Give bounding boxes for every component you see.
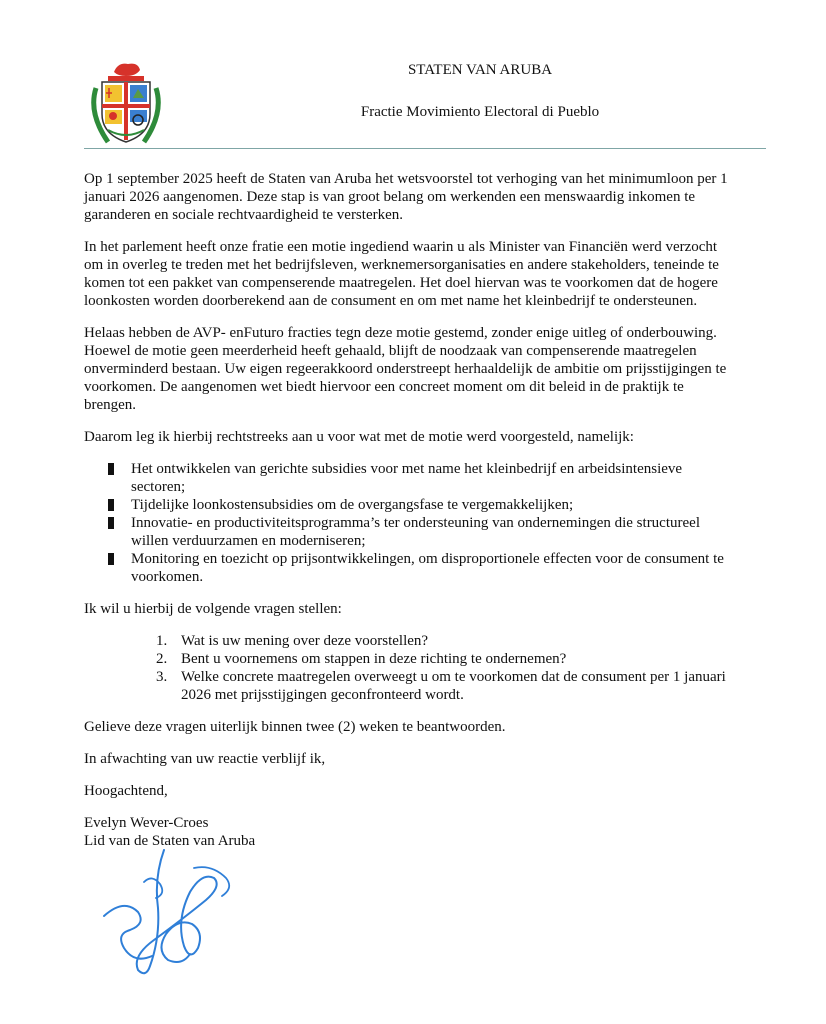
- signature-block: [84, 782, 732, 850]
- question-list: [84, 632, 732, 704]
- signer-role: Lid van de Staten van Aruba: [84, 833, 256, 849]
- question-item: [84, 632, 732, 650]
- list-item-text: Innovatie- en productiviteitsprogramma’s ter ondersteuning van ondernemingen die structureel willen verduurzamen en moderniseren;: [131, 515, 700, 549]
- question-text: Wat is uw mening over deze voorstellen?: [181, 633, 429, 649]
- header-divider: [84, 148, 766, 149]
- paragraph: Helaas hebben de AVP- enFuturo fracties tegn deze motie gestemd, zonder enige uitleg of onderbouwing. Hoewel de motie geen meerderheid heeft gehaald, blijft de noodzaak van compenserende maatregelen onverminderd bestaan. Uw eigen regeerakkoord onderstreept herhaaldelijk de ambitie om prijsstijgingen te voorkomen. De aangenomen wet biedt hiervoor een concreet moment om dit beleid in de praktijk te brengen.: [84, 325, 727, 413]
- signer-name: Evelyn Wever-Croes: [84, 815, 209, 831]
- question-item: [84, 650, 732, 668]
- question-number: 2.: [156, 651, 168, 667]
- list-item: [84, 514, 732, 550]
- bullet-icon: [108, 463, 114, 475]
- greeting: Hoogachtend,: [84, 783, 168, 799]
- questions-intro: Ik wil u hierbij de volgende vragen stellen:: [84, 601, 342, 617]
- paragraph: In het parlement heeft onze fratie een motie ingediend waarin u als Minister van Financiën werd verzocht om in overleg te treden met het bedrijfsleven, werknemersorganisaties en andere stakeholders, teneinde te komen tot een pakket van compenserende maatregelen. Het doel hiervan was te voorkomen dat de hogere loonkosten worden doorberekend aan de consument en om met name het kleinbedrijf te ondersteunen.: [84, 239, 719, 309]
- question-number: 3.: [156, 669, 168, 685]
- paragraph: Daarom leg ik hierbij rechtstreeks aan u voor wat met de motie werd voorgesteld, namelijk:: [84, 429, 634, 445]
- question-text: Bent u voornemens om stappen in deze richting te ondernemen?: [181, 651, 567, 667]
- list-item: [84, 496, 732, 514]
- bullet-icon: [108, 517, 114, 529]
- bullet-icon: [108, 553, 114, 565]
- closing-request: Gelieve deze vragen uiterlijk binnen twee (2) weken te beantwoorden.: [84, 719, 506, 735]
- question-text: Welke concrete maatregelen overweegt u om te voorkomen dat de consument per 1 januari 2026 met prijsstijgingen geconfronteerd wordt.: [181, 669, 726, 703]
- list-item-text: Tijdelijke loonkostensubsidies om de overgangsfase te vergemakkelijken;: [131, 497, 574, 513]
- list-item: [84, 460, 732, 496]
- list-item-text: Het ontwikkelen van gerichte subsidies voor met name het kleinbedrijf en arbeidsintensieve sectoren;: [131, 461, 683, 495]
- closing-line: In afwachting van uw reactie verblijf ik,: [84, 751, 326, 767]
- faction-name: Fractie Movimiento Electoral di Pueblo: [360, 104, 600, 120]
- parliament-title: STATEN VAN ARUBA: [407, 62, 553, 78]
- aruba-coat-of-arms-icon: [86, 58, 166, 148]
- paragraph: Op 1 september 2025 heeft de Staten van Aruba het wetsvoorstel tot verhoging van het minimumloon per 1 januari 2026 aangenomen. Deze stap is van groot belang om werkenden een menswaardig inkomen te garanderen en sociale rechtvaardigheid te versterken.: [84, 171, 728, 223]
- question-item: [84, 668, 732, 704]
- question-number: 1.: [156, 633, 168, 649]
- bullet-icon: [108, 499, 114, 511]
- handwritten-signature: [94, 838, 244, 988]
- letter-body: [84, 170, 732, 850]
- proposal-list: [84, 460, 732, 586]
- list-item-text: Monitoring en toezicht op prijsontwikkelingen, om disproportionele effecten voor de consument te voorkomen.: [131, 551, 724, 585]
- list-item: [84, 550, 732, 586]
